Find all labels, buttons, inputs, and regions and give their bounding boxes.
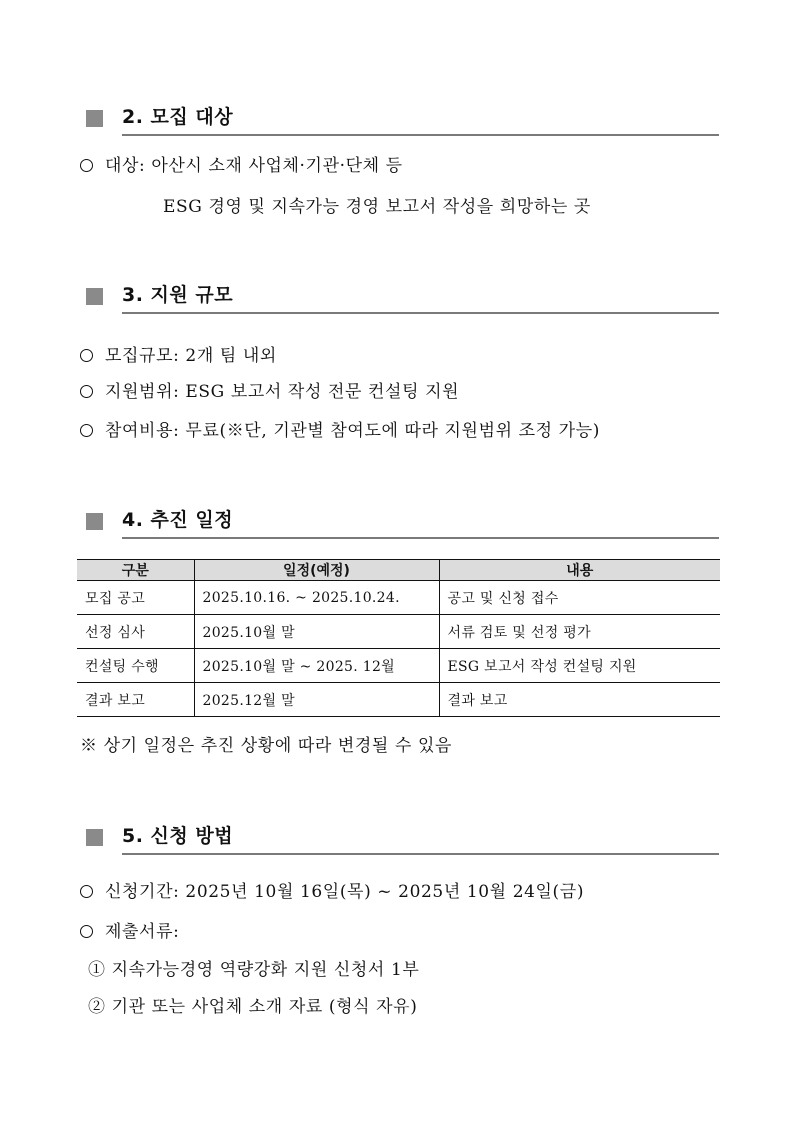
table-cell: 2025.10.16. ~ 2025.10.24. [194, 581, 439, 615]
circle-bullet-icon [80, 925, 93, 938]
heading-square-icon [86, 829, 103, 846]
circle-bullet-icon [80, 885, 93, 898]
table-cell: 서류 검토 및 선정 평가 [439, 615, 720, 649]
section-title: 5. 신청 방법 [122, 825, 234, 847]
table-row [77, 649, 720, 683]
section-heading-3 [86, 280, 719, 310]
table-cell: 2025.12월 말 [194, 683, 439, 717]
document-item: ① 지속가능경영 역량강화 지원 신청서 1부 [88, 960, 420, 980]
table-cell: 공고 및 신청 접수 [439, 581, 720, 615]
heading-square-icon [86, 288, 103, 305]
section-title: 4. 추진 일정 [122, 509, 234, 531]
heading-rule [122, 853, 719, 855]
table-cell: 2025.10월 말 ~ 2025. 12월 [194, 649, 439, 683]
circle-bullet-icon [80, 159, 93, 172]
circle-bullet-icon [80, 385, 93, 398]
table-cell: 선정 심사 [77, 615, 194, 649]
list-item: 지원범위: ESG 보고서 작성 전문 컨설팅 지원 [80, 380, 459, 404]
circle-bullet-icon [80, 349, 93, 362]
table-cell: 2025.10월 말 [194, 615, 439, 649]
column-header: 일정(예정) [194, 560, 439, 581]
schedule-note: ※ 상기 일정은 추진 상황에 따라 변경될 수 있음 [80, 736, 453, 756]
documents-label: 제출서류: [80, 920, 179, 944]
table-row [77, 683, 720, 717]
circle-bullet-icon [80, 424, 93, 437]
schedule-table [77, 559, 720, 717]
target-line-continued: ESG 경영 및 지속가능 경영 보고서 작성을 희망하는 곳 [163, 197, 591, 217]
column-header: 구분 [77, 560, 194, 581]
section-title: 2. 모집 대상 [122, 106, 234, 128]
heading-rule [122, 312, 719, 314]
section-heading-2 [86, 102, 719, 132]
table-header-row [77, 560, 720, 581]
table-row [77, 615, 720, 649]
table-cell: 모집 공고 [77, 581, 194, 615]
list-item: 참여비용: 무료(※단, 기관별 참여도에 따라 지원범위 조정 가능) [80, 419, 600, 443]
column-header: 내용 [439, 560, 720, 581]
table-row [77, 581, 720, 615]
section-heading-4 [86, 505, 719, 535]
heading-square-icon [86, 513, 103, 530]
target-line: 대상: 아산시 소재 사업체·기관·단체 등 [80, 154, 403, 178]
table-cell: 컨설팅 수행 [77, 649, 194, 683]
heading-rule [122, 537, 719, 539]
table-cell: 결과 보고 [439, 683, 720, 717]
table-cell: ESG 보고서 작성 컨설팅 지원 [439, 649, 720, 683]
heading-square-icon [86, 110, 103, 127]
section-title: 3. 지원 규모 [122, 284, 234, 306]
list-item: 모집규모: 2개 팀 내외 [80, 344, 277, 368]
document-item: ② 기관 또는 사업체 소개 자료 (형식 자유) [88, 997, 418, 1017]
section-heading-5 [86, 821, 719, 851]
heading-rule [122, 134, 719, 136]
application-period: 신청기간: 2025년 10월 16일(목) ~ 2025년 10월 24일(금) [80, 880, 584, 904]
table-cell: 결과 보고 [77, 683, 194, 717]
